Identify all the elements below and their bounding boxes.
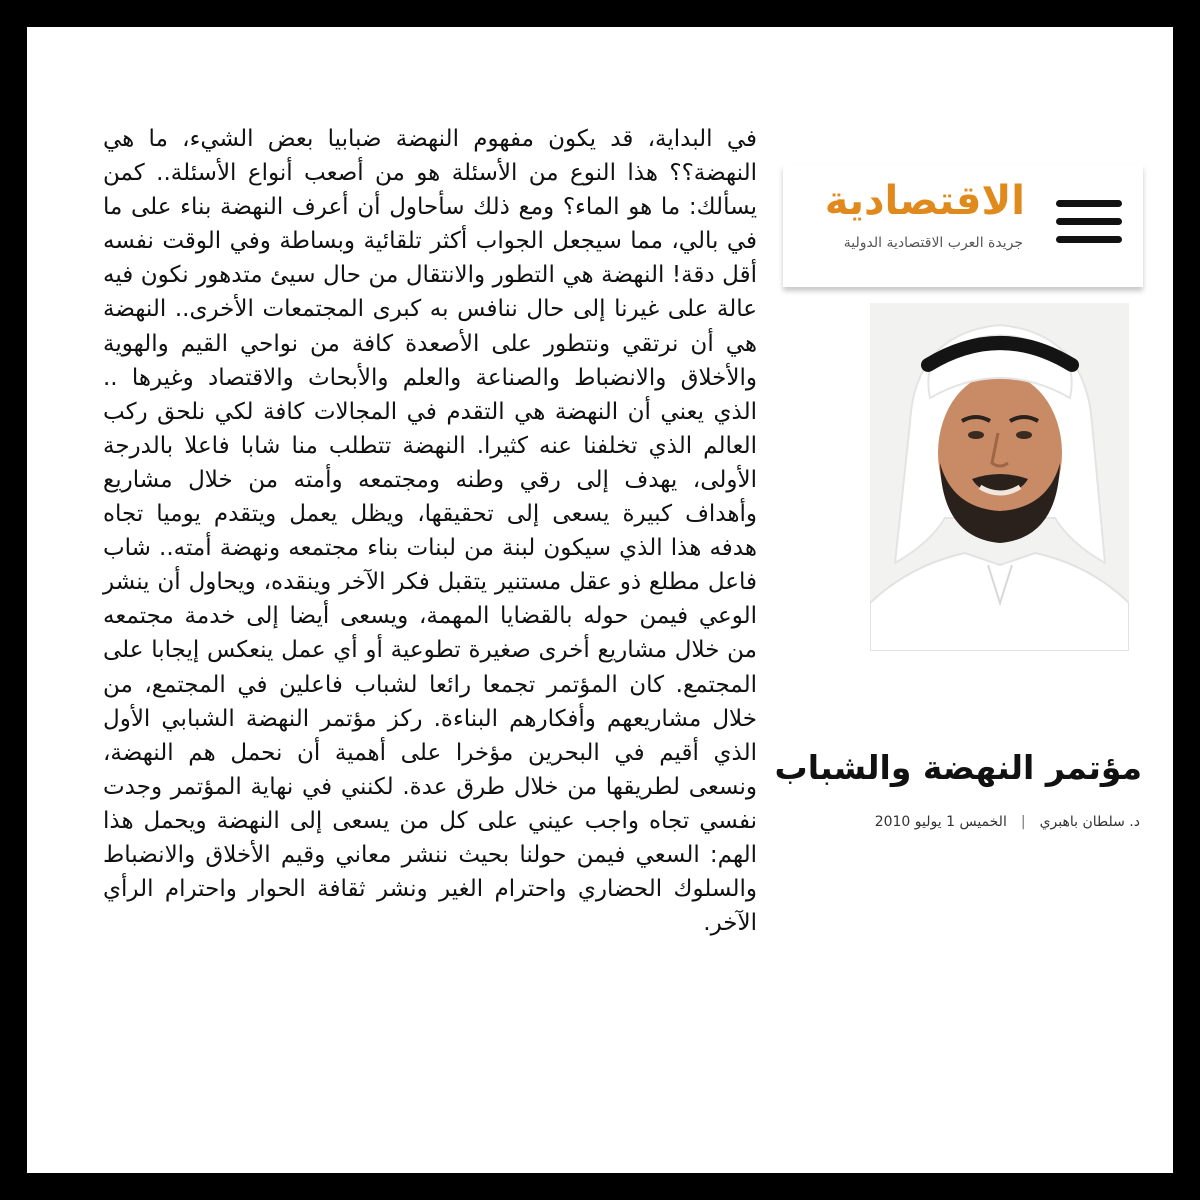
newspaper-tagline: جريدة العرب الاقتصادية الدولية bbox=[843, 235, 1023, 251]
hamburger-menu-icon[interactable] bbox=[1056, 200, 1122, 244]
publish-date: الخميس 1 يوليو 2010 bbox=[874, 814, 1007, 830]
article-headline: مؤتمر النهضة والشباب bbox=[774, 748, 1142, 787]
author-portrait bbox=[870, 303, 1129, 651]
byline-separator: | bbox=[1020, 814, 1026, 830]
article-byline bbox=[790, 810, 1140, 834]
newspaper-header bbox=[783, 165, 1143, 287]
author-name[interactable]: د. سلطان باهبري bbox=[1039, 814, 1140, 830]
newspaper-logo[interactable]: الاقتصادية bbox=[824, 178, 1025, 224]
author-photo-illustration bbox=[870, 303, 1129, 651]
article-body: في البداية، قد يكون مفهوم النهضة ضبابيا بعض الشيء، ما هي النهضة؟؟ هذا النوع من الأسئلة هو من أصعب أنواع الأسئلة.. كمن يسألك: ما هو الماء؟ ومع ذلك سأحاول أن أعرف النهضة بناء على ما في بالي، مما سيجعل الجواب أكثر تلقائية وبساطة وفي الوقت نفسه أقل دقة! النهضة هي التطور والانتقال من حال سيئ متدهور نكون فيه عالة على غيرنا إلى حال ننافس به كبرى المجتمعات الأخرى.. النهضة هي أن نرتقي ونتطور على الأصعدة كافة من نواحي القيم والهوية والأخلاق والانضباط والصناعة والعلم والأبحاث والاقتصاد وغيرها .. الذي يعني أن النهضة هي التقدم في المجالات كافة لكي نلحق ركب العالم الذي تخلفنا عنه كثيرا. النهضة تتطلب منا شابا فاعلا بالدرجة الأولى، يهدف إلى رقي وطنه ومجتمعه وأمته من خلال مشاريع وأهداف كبيرة يسعى إلى تحقيقها، ويظل يعمل ويتقدم يوميا تجاه هدفه هذا الذي سيكون لبنة من لبنات بناء مجتمعه ونهضة أمته.. شاب فاعل مطلع ذو عقل مستنير يتقبل فكر الآخر وينقده، ويحاول أن ينشر الوعي فيمن حوله بالقضايا المهمة، ويسعى أيضا إلى خدمة مجتمعه من خلال مشاريع أخرى صغيرة تطوعية أو أي عمل ينعكس إيجابا على المجتمع. كان المؤتمر تجمعا رائعا لشباب فاعلين في المجتمع، من خلال مشاريعهم وأفكارهم البناءة. ركز مؤتمر النهضة الشبابي الأول الذي أقيم في البحرين مؤخرا على أهمية أن نحمل هم النهضة، ونسعى لطريقها من خلال طرق عدة. لكنني في نهاية المؤتمر وجدت نفسي تجاه واجب عيني على كل من يسعى إلى النهضة ويحمل هذا الهم: السعي فيمن حولنا بحيث ننشر معاني وقيم الأخلاق والانضباط والسلوك الحضاري واحترام الغير ونشر ثقافة الحوار واحترام الرأي الآخر. bbox=[103, 126, 757, 937]
